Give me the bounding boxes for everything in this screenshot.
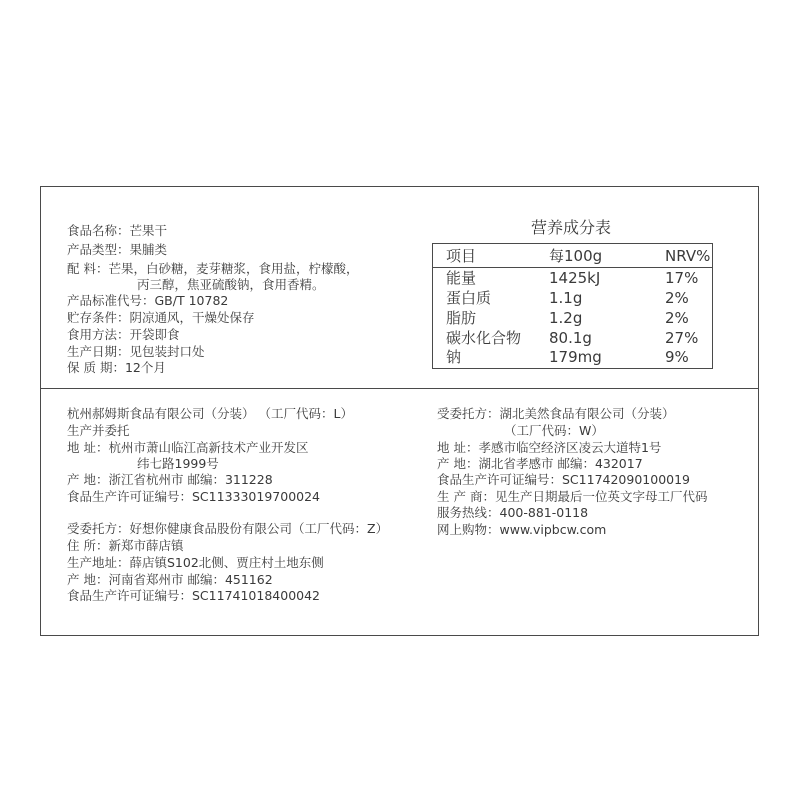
nutrition-protein-value: 1.1g: [549, 289, 583, 307]
manufacturer-l-address: 地 址：杭州市萧山临江高新技术产业开发区: [67, 440, 309, 455]
section-divider: [41, 388, 758, 389]
nutrition-carbs-value: 80.1g: [549, 329, 592, 347]
manufacturer-l-address-cont: 纬七路1999号: [137, 456, 219, 471]
nutrition-energy-label: 能量: [446, 269, 477, 287]
nutrition-energy-value: 1425kJ: [549, 269, 601, 287]
manufacturer-z-residence: 住 所：新郑市薛店镇: [67, 538, 184, 553]
nutrition-sodium-nrv: 9%: [665, 348, 689, 366]
nutrition-energy-nrv: 17%: [665, 269, 699, 287]
nutrition-protein-label: 蛋白质: [446, 289, 492, 307]
manufacturer-w-origin: 产 地：湖北省孝感市 邮编：432017: [437, 456, 643, 471]
nutrition-title: 营养成分表: [531, 218, 612, 237]
nutrition-sodium-label: 钠: [446, 348, 462, 366]
shelf-life: 保 质 期：12个月: [67, 360, 166, 375]
manufacturer-w-address: 地 址：孝感市临空经济区凌云大道特1号: [437, 440, 662, 455]
manufacturer-w-name: 受委托方：湖北美然食品有限公司（分装）: [437, 406, 675, 421]
package-label: [40, 186, 759, 636]
manufacturer-z-origin: 产 地：河南省郑州市 邮编：451162: [67, 572, 273, 587]
manufacturer-l-license: 食品生产许可证编号：SC11333019700024: [67, 489, 321, 504]
manufacturer-z-address: 生产地址：薛店镇S102北侧、贾庄村土地东侧: [67, 555, 324, 570]
online-shopping: 网上购物：www.vipbcw.com: [437, 522, 607, 537]
product-type: 产品类型：果脯类: [67, 242, 168, 257]
nutrition-fat-value: 1.2g: [549, 309, 583, 327]
product-standard: 产品标准代号：GB/T 10782: [67, 293, 229, 308]
usage-method: 食用方法：开袋即食: [67, 327, 180, 342]
product-name: 食品名称：芒果干: [67, 223, 168, 238]
nutrition-sodium-value: 179mg: [549, 348, 602, 366]
nutrition-header-divider: [433, 267, 712, 268]
manufacturer-w-license: 食品生产许可证编号：SC11742090100019: [437, 472, 691, 487]
manufacturer-z-license: 食品生产许可证编号：SC11741018400042: [67, 588, 321, 603]
nutrition-protein-nrv: 2%: [665, 289, 689, 307]
production-date: 生产日期：见包装封口处: [67, 344, 205, 359]
nutrition-header-item: 项目: [446, 247, 477, 265]
service-hotline: 服务热线：400-881-0118: [437, 505, 589, 520]
manufacturer-l-name: 杭州郝姆斯食品有限公司（分装） （工厂代码：L）: [67, 406, 353, 421]
nutrition-header-nrv: NRV%: [665, 247, 711, 265]
nutrition-header-per100g: 每100g: [549, 247, 603, 265]
manufacturer-z-name: 受委托方：好想你健康食品股份有限公司（工厂代码：Z）: [67, 521, 389, 536]
nutrition-table: [432, 243, 713, 369]
storage-conditions: 贮存条件：阴凉通风，干燥处保存: [67, 310, 255, 325]
manufacturer-l-origin: 产 地：浙江省杭州市 邮编：311228: [67, 472, 273, 487]
ingredients-line-1: 配 料：芒果，白砂糖，麦芽糖浆，食用盐，柠檬酸，: [67, 261, 359, 276]
nutrition-fat-label: 脂肪: [446, 309, 477, 327]
nutrition-carbs-nrv: 27%: [665, 329, 699, 347]
ingredients-line-2: 丙三醇，焦亚硫酸钠，食用香精。: [137, 277, 325, 292]
manufacturer-w-producer: 生 产 商：见生产日期最后一位英文字母工厂代码: [437, 489, 708, 504]
manufacturer-l-role: 生产并委托: [67, 423, 130, 438]
nutrition-fat-nrv: 2%: [665, 309, 689, 327]
nutrition-carbs-label: 碳水化合物: [446, 329, 522, 347]
manufacturer-w-code: （工厂代码：W）: [504, 423, 604, 438]
